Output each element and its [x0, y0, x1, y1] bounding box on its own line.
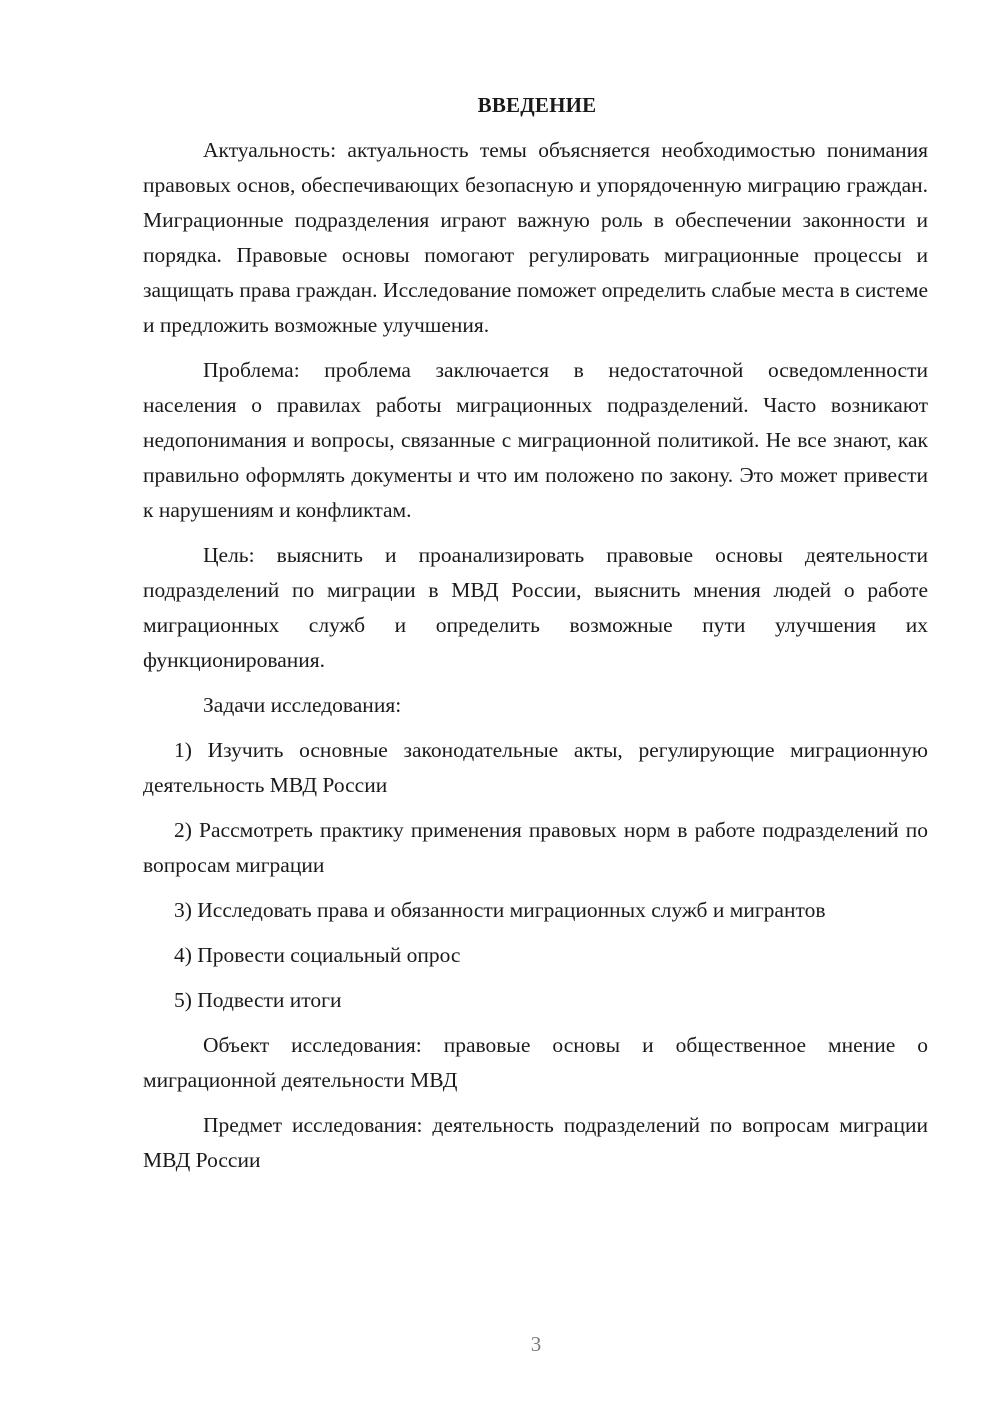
paragraph-relevance: Актуальность: актуальность темы объясняется необходимостью понимания правовых основ, обеспечивающих безопасную и упорядоченную миграцию граждан. Миграционные подразделения играют важную роль в обеспечении законности и порядка. Правовые основы помогают регулировать миграционные процессы и защищать права граждан. Исследование поможет определить слабые места в системе и предложить возможные улучшения. — [143, 138, 928, 337]
tasks-heading: Задачи исследования: — [203, 693, 402, 717]
paragraph-subject: Предмет исследования: деятельность подразделений по вопросам миграции МВД России — [143, 1113, 928, 1172]
page-number: 3 — [530, 1332, 542, 1356]
task-item-4: 4) Провести социальный опрос — [174, 943, 461, 967]
paragraph-goal: Цель: выяснить и проанализировать правовые основы деятельности подразделений по миграции в МВД России, выяснить мнения людей о работе миграционных служб и определить возможные пути улучшения их функционирования. — [143, 543, 928, 672]
section-title: ВВЕДЕНИЕ — [477, 93, 597, 117]
paragraph-object: Объект исследования: правовые основы и общественное мнение о миграционной деятельности МВД — [143, 1033, 928, 1092]
task-item-1: 1) Изучить основные законодательные акты, регулирующие миграционную деятельность МВД России — [143, 738, 928, 797]
paragraph-problem: Проблема: проблема заключается в недостаточной осведомленности населения о правилах работы миграционных подразделений. Часто возникают недопонимания и вопросы, связанные с миграционной политикой. Не все знают, как правильно оформлять документы и что им положено по закону. Это может привести к нарушениям и конфликтам. — [143, 358, 928, 522]
task-item-5: 5) Подвести итоги — [174, 988, 342, 1012]
document-page — [143, 88, 928, 1188]
task-item-3: 3) Исследовать права и обязанности миграционных служб и мигрантов — [174, 898, 826, 922]
task-item-2: 2) Рассмотреть практику применения правовых норм в работе подразделений по вопросам миграции — [143, 818, 928, 877]
